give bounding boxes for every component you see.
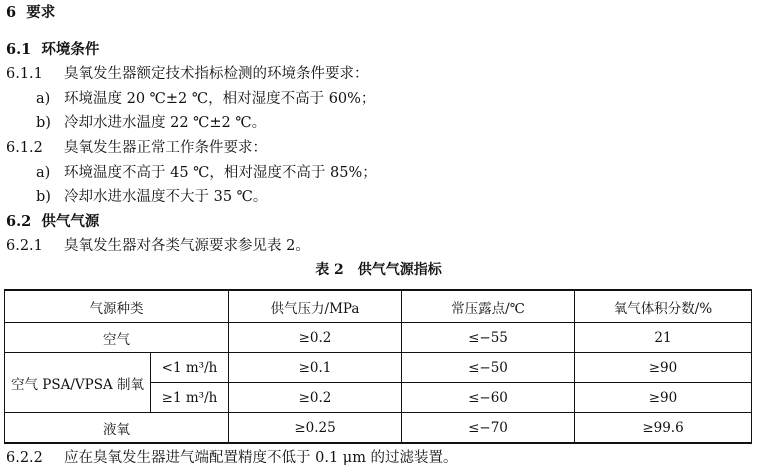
header-dew-point: 常压露点/℃ (402, 290, 575, 323)
list-item-6-1-1-a (36, 89, 375, 109)
cell-oxygen: ≥90 (575, 383, 752, 413)
clause-6-2-1 (6, 236, 310, 256)
cell-oxygen: ≥99.6 (575, 413, 752, 444)
clause-text: 应在臭氧发生器进气端配置精度不低于 0.1 μm 的过滤装置。 (64, 450, 458, 466)
list-text: 冷却水进水温度 22 ℃±2 ℃。 (64, 115, 267, 131)
section-6-2-heading (6, 212, 99, 232)
clause-number: 6.1.2 (6, 140, 43, 156)
header-oxygen: 氧气体积分数/% (575, 290, 752, 323)
clause-text: 臭氧发生器正常工作条件要求： (64, 140, 267, 156)
table-row (5, 323, 752, 353)
list-text: 环境温度不高于 45 ℃，相对湿度不高于 85%； (64, 165, 377, 181)
cell-pressure: ≥0.2 (229, 383, 402, 413)
list-item-6-1-1-b (36, 113, 266, 133)
clause-number: 6.1.1 (6, 66, 43, 82)
header-pressure: 供气压力/MPa (229, 290, 402, 323)
section-number: 6.1 (6, 41, 32, 58)
clause-text: 臭氧发生器对各类气源要求参见表 2。 (64, 238, 310, 254)
list-marker: b) (36, 189, 51, 205)
list-marker: a) (36, 91, 51, 107)
list-item-6-1-2-b (36, 187, 267, 207)
cell-oxygen: ≥90 (575, 353, 752, 383)
section-6-1-heading (6, 40, 99, 60)
cell-dew-point: ≤−70 (402, 413, 575, 444)
cell-pressure: ≥0.1 (229, 353, 402, 383)
table-caption: 表 2 供气气源指标 (315, 262, 442, 278)
clause-6-2-2 (6, 448, 458, 468)
row-sublabel-small: <1 m³/h (151, 353, 229, 383)
list-text: 冷却水进水温度不大于 35 ℃。 (64, 189, 268, 205)
section-title: 供气气源 (41, 213, 100, 230)
table-row (5, 413, 752, 444)
section-title: 环境条件 (41, 41, 100, 58)
clause-6-1-1 (6, 64, 369, 84)
row-label-liquid-oxygen: 液氧 (5, 413, 229, 444)
list-item-6-1-2-a (36, 163, 377, 183)
row-label-psa-group: 空气 PSA/VPSA 制氧 (5, 353, 151, 413)
list-marker: a) (36, 165, 51, 181)
clause-text: 臭氧发生器额定技术指标检测的环境条件要求： (64, 66, 369, 82)
clause-6-1-2 (6, 138, 267, 158)
header-source-type: 气源种类 (5, 290, 229, 323)
cell-oxygen: 21 (575, 323, 752, 353)
table-row (5, 353, 752, 383)
list-marker: b) (36, 115, 51, 131)
cell-pressure: ≥0.2 (229, 323, 402, 353)
row-label-air: 空气 (5, 323, 229, 353)
list-text: 环境温度 20 ℃±2 ℃，相对湿度不高于 60%； (64, 91, 376, 107)
gas-source-table (4, 289, 752, 444)
section-6-heading (6, 3, 55, 23)
section-title: 要求 (26, 4, 56, 21)
section-number: 6 (6, 4, 17, 21)
clause-number: 6.2.2 (6, 450, 43, 466)
table-header-row (5, 290, 752, 323)
row-sublabel-large: ≥1 m³/h (151, 383, 229, 413)
clause-number: 6.2.1 (6, 238, 43, 254)
cell-dew-point: ≤−50 (402, 353, 575, 383)
cell-dew-point: ≤−60 (402, 383, 575, 413)
cell-pressure: ≥0.25 (229, 413, 402, 444)
section-number: 6.2 (6, 213, 32, 230)
cell-dew-point: ≤−55 (402, 323, 575, 353)
